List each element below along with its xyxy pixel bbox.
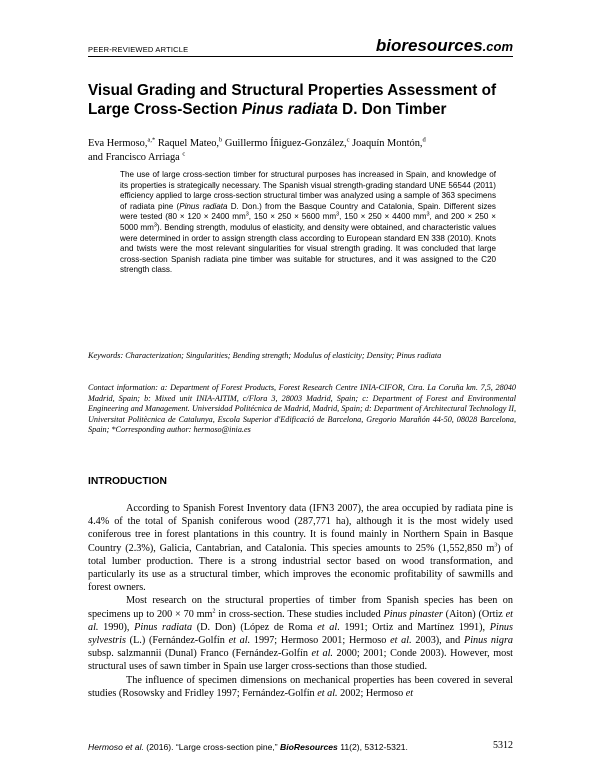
author-name: Raquel Mateo, <box>155 138 219 149</box>
author-name: Joaquín Montón, <box>349 138 423 149</box>
section-heading: INTRODUCTION <box>88 476 167 487</box>
journal-site-name: bioresources <box>375 36 483 55</box>
abstract-text: The use of large cross-section timber for structural purposes has increased in Spain, and knowledge of its properties is strategically necessary. The Spanish visual strength-grading standard UNE 56544 (2011) efficiency applied to large cross-section structural timber was analyzed using a sample of 363 specimens of radiata pine (Pinus radiata D. Don.) from the Basque Country and Catalonia, Spain. Different sizes were tested (80 × 120 × 2400 $mm^3$, 150 × 250 × 5600 $mm^3$, 150 × 250 × 4400 $mm^3$, and 200 × 250 × 5000 $mm^3$). Bending strength, modulus of elasticity, and density were obtained, and characteristic values were determined in order to assign strength class according to European standard EN 338 (2010). Knots and twists were the most relevant singularities for visual strength grading. It was concluded that large cross-section Spanish radiata pine timber was suitable for structures, and it was assigned to the C20 strength class. <box>120 170 496 275</box>
title-species: Pinus radiata <box>241 101 338 118</box>
author-affiliation: c <box>182 150 186 158</box>
author-name: Eva Hermoso, <box>88 138 148 149</box>
paragraph: The influence of specimen dimensions on mechanical properties has been covered in several studies (Rosowsky and Fridley 1997; Fernández-Golfín et al. 2002; Hermoso et <box>88 674 513 699</box>
page-number: 5312 <box>493 740 513 751</box>
keywords: Keywords: Characterization; Singularities; Bending strength; Modulus of elasticity; Density; Pinus radiata <box>88 351 442 360</box>
author-name: Guillermo Íñiguez-González, <box>222 138 347 149</box>
author-list <box>88 137 528 165</box>
author-name: and Francisco Arriaga <box>88 152 180 163</box>
author-affiliation: b <box>219 136 223 144</box>
abstract-species: Pinus radiata <box>179 201 228 211</box>
contact-information: Contact information: a: Department of Forest Products, Forest Research Centre INIA-CIFOR, Ctra. La Coruña km. 7,5, 28040 Madrid, Spain; b: Mixed unit INIA-AITIM, c/Flora 3, 28003 Madrid, Spain; c: Department of Forest and Environmental Engineering and Management. Universidad Politécnica de Madrid, Madrid, Spain; d: Department of Architectural Technology II, Universitat Politècnica de Catalunya, Escola Superior d'Edificació de Barcelona, Gregorio Marañón 44-50, 08028 Barcelona, Spain; *Corresponding author: hermoso@inia.es <box>88 383 516 435</box>
author-affiliation: d <box>422 136 426 144</box>
title-text-2: D. Don Timber <box>337 101 447 118</box>
title-text-1: Visual Grading and Structural Properties Assessment of Large Cross-Section <box>88 82 497 118</box>
author-affiliation: a,* <box>147 136 156 144</box>
footer-authors: Hermoso et al. <box>88 742 144 752</box>
author-affiliation: c <box>346 136 350 144</box>
paper-title <box>88 81 528 119</box>
abstract <box>120 170 496 276</box>
journal-site-suffix: .com <box>482 39 513 54</box>
header-rule <box>88 56 513 57</box>
paragraph: According to Spanish Forest Inventory data (IFN3 2007), the area occupied by radiata pine is 4.4% of the total of Spanish coniferous wood (287,771 ha), although it is the most widely used coniferous tree in forest plantations in this country. It is found mainly in Northern Spain in Basque Country (2.3%), Galicia, Cantabrian, and Catalonia. This species amounts to 25% (1,552,850 $m^3$) of total lumber production. There is a strong industrial sector based on wood transformation, and particularly its use as a structural timber, which improves the economic profitability of sawmills and forest owners. <box>88 503 513 594</box>
paragraph: Most research on the structural properties of timber from Spanish species has been on specimens up to 200 × 70 $mm^2$ in cross-section. These studies included Pinus pinaster (Aiton) (Ortiz et al. 1990), Pinus radiata (D. Don) (López de Roma et al. 1991; Ortiz and Martínez 1991), Pinus sylvestris (L.) (Fernández-Golfín et al. 1997; Hermoso 2001; Hermoso et al. 2003), and Pinus nigra subsp. salzmannii (Dunal) Franco (Fernández-Golfín et al. 2000; 2001; Conde 2003). However, most structural uses of sawn timber in Spain use larger cross-sections than those studied. <box>88 595 514 673</box>
journal-site-logo <box>376 36 513 56</box>
footer-journal: BioResources <box>280 742 338 752</box>
article-type-label: PEER-REVIEWED ARTICLE <box>88 45 189 54</box>
footer-citation: Hermoso et al. (2016). “Large cross-section pine,” BioResources 11(2), 5312-5321. <box>88 742 408 752</box>
introduction-body <box>88 502 513 700</box>
